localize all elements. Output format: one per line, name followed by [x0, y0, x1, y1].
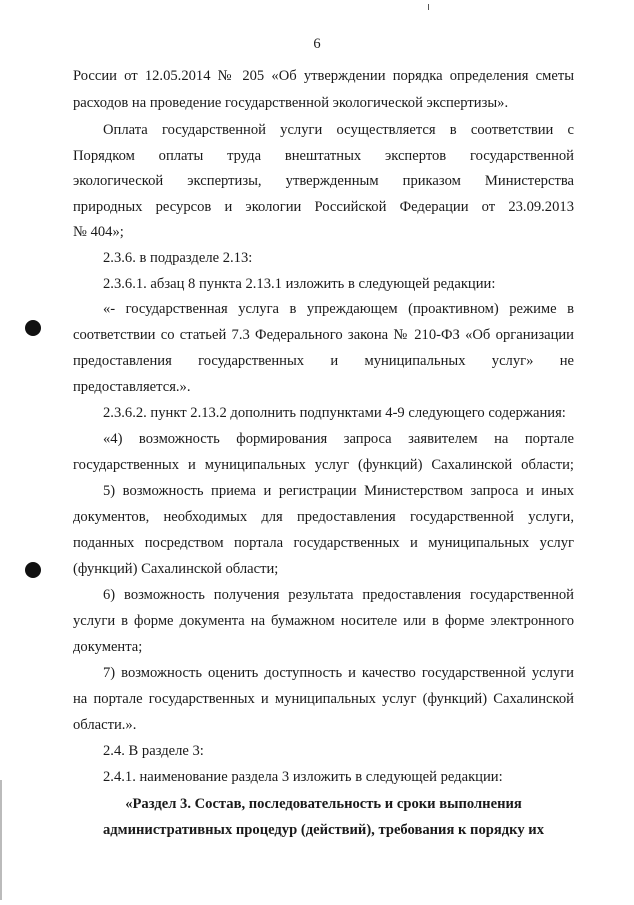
text-line: предоставления государственных и муниципальных услуг» не: [73, 353, 574, 369]
section-heading-line: административных процедур (действий), требования к порядку их: [102, 822, 545, 838]
text-line: документа;: [73, 639, 143, 655]
text-line: 6) возможность получения результата предоставления государственной: [103, 587, 574, 603]
section-heading-line: «Раздел 3. Состав, последовательность и сроки выполнения: [125, 796, 522, 812]
text-line: 7) возможность оценить доступность и качество государственной услуги: [103, 665, 574, 681]
text-line: государственных и муниципальных услуг (функций) Сахалинской области;: [73, 457, 574, 473]
text-line: 2.4. В разделе 3:: [103, 743, 204, 759]
text-line: поданных посредством портала государственных и муниципальных услуг: [73, 535, 574, 551]
text-line: Порядком оплаты труда внештатных экспертов государственной: [73, 148, 574, 164]
text-line: 2.3.6. в подразделе 2.13:: [103, 250, 253, 266]
text-line: на портале государственных и муниципальных услуг (функций) Сахалинской: [73, 691, 574, 707]
text-line: (функций) Сахалинской области;: [73, 561, 279, 577]
text-line: предоставляется.».: [73, 379, 191, 395]
text-line: услуги в форме документа на бумажном носителе или в форме электронного: [73, 613, 574, 629]
text-line: расходов на проведение государственной экологической экспертизы».: [73, 95, 509, 111]
text-line: экологической экспертизы, утвержденным приказом Министерства: [73, 173, 574, 189]
punch-hole: [25, 562, 41, 578]
page-number: 6: [313, 36, 321, 52]
text-line: документов, необходимых для предоставления государственной услуги,: [73, 509, 574, 525]
scan-speck: [428, 4, 429, 10]
text-line: Оплата государственной услуги осуществляется в соответствии с: [103, 122, 574, 138]
text-line: природных ресурсов и экологии Российской Федерации от 23.09.2013: [73, 199, 574, 215]
text-line: 2.4.1. наименование раздела 3 изложить в следующей редакции:: [103, 769, 503, 785]
text-line: России от 12.05.2014 № 205 «Об утверждении порядка определения сметы: [73, 68, 574, 84]
text-line: 2.3.6.1. абзац 8 пункта 2.13.1 изложить в следующей редакции:: [103, 276, 496, 292]
text-line: «4) возможность формирования запроса заявителем на портале: [103, 431, 574, 447]
text-line: № 404»;: [73, 224, 124, 240]
text-line: «- государственная услуга в упреждающем (проактивном) режиме в: [103, 301, 574, 317]
scan-edge: [0, 780, 2, 900]
punch-hole: [25, 320, 41, 336]
text-line: 2.3.6.2. пункт 2.13.2 дополнить подпунктами 4-9 следующего содержания:: [103, 405, 566, 421]
text-line: соответствии со статьей 7.3 Федерального закона № 210-ФЗ «Об организации: [73, 327, 574, 343]
text-line: 5) возможность приема и регистрации Министерством запроса и иных: [103, 483, 574, 499]
text-line: области.».: [73, 717, 137, 733]
